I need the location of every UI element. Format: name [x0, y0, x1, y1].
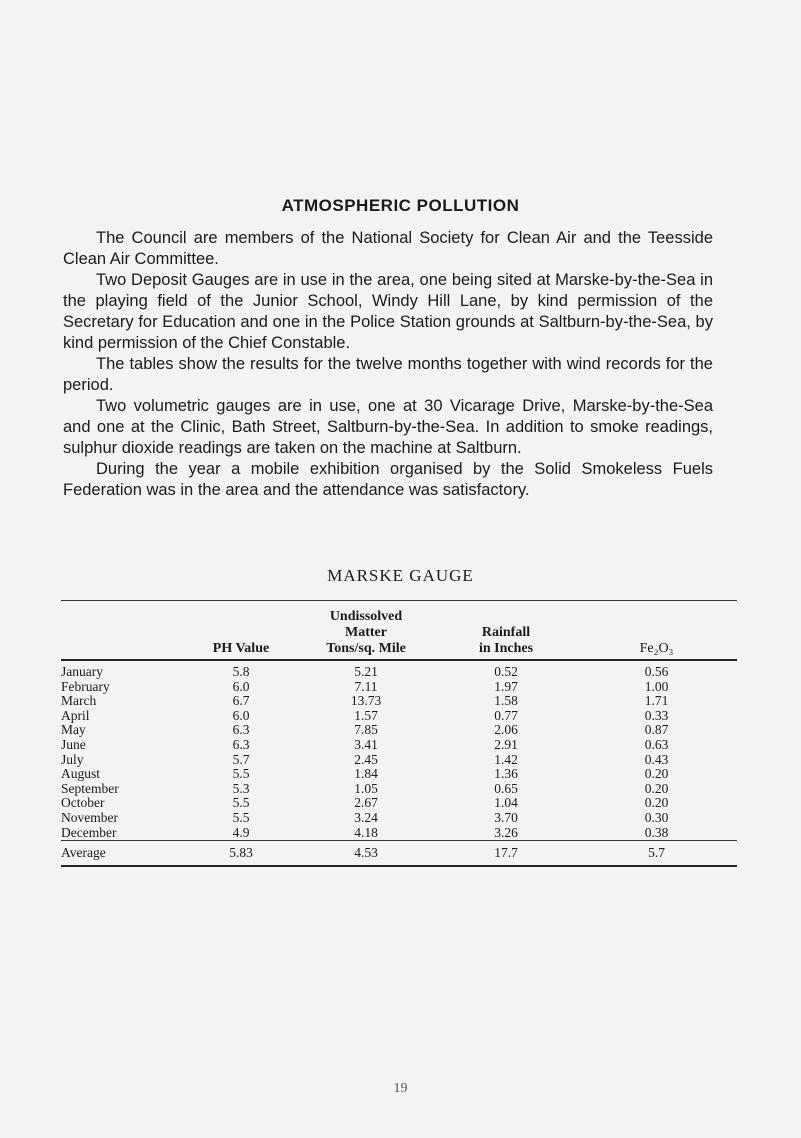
cell-rainfall: 0.65	[494, 780, 518, 796]
cell-rainfall: 0.52	[494, 664, 518, 679]
table-row	[61, 826, 737, 841]
table-row	[61, 694, 737, 709]
cell-month: October	[61, 795, 105, 811]
table-row	[61, 782, 737, 797]
cell-rainfall: 2.06	[494, 722, 518, 738]
cell-ph: 6.0	[232, 678, 250, 694]
page-title: ATMOSPHERIC POLLUTION	[281, 196, 520, 215]
cell-fe2o3: 0.87	[644, 722, 669, 738]
cell-ph: 6.0	[232, 707, 250, 723]
cell-fe2o3: 1.71	[644, 693, 669, 709]
average-undissolved: 4.53	[296, 841, 436, 867]
paragraph: Two volumetric gauges are in use, one at 30 Vicarage Drive, Marske-by-the-Sea and one at the Clinic, Bath Street, Saltburn-by-the-Sea. In addition to smoke readings, sulphur dioxide readings are taken on the machine at Saltburn.	[63, 397, 713, 457]
cell-fe2o3: 0.20	[644, 766, 669, 782]
table-title: MARSKE GAUGE	[327, 566, 474, 585]
cell-ph: 5.8	[232, 664, 250, 679]
cell-ph: 5.5	[232, 766, 250, 782]
table-body	[61, 660, 737, 841]
cell-rainfall: 1.97	[494, 678, 518, 694]
cell-rainfall: 3.70	[494, 809, 518, 825]
cell-month: January	[61, 664, 103, 679]
cell-month: September	[61, 780, 119, 796]
cell-month: July	[61, 751, 84, 767]
cell-rainfall: 2.91	[494, 736, 518, 752]
cell-ph: 6.3	[232, 722, 250, 738]
cell-fe2o3: 0.38	[644, 824, 669, 840]
cell-undissolved: 5.21	[354, 664, 378, 679]
average-label: Average	[61, 841, 186, 867]
marske-gauge-table	[61, 600, 737, 867]
table-row	[61, 753, 737, 768]
paragraph: The Council are members of the National Society for Clean Air and the Teesside Clean Air Committee.	[63, 229, 713, 268]
table-row	[61, 796, 737, 811]
cell-fe2o3: 0.43	[644, 751, 669, 767]
cell-undissolved: 13.73	[350, 693, 382, 709]
cell-undissolved: 3.24	[354, 809, 378, 825]
table-row	[61, 767, 737, 782]
cell-fe2o3: 0.20	[644, 780, 669, 796]
cell-rainfall: 1.36	[494, 766, 518, 782]
cell-rainfall: 1.04	[494, 795, 518, 811]
cell-fe2o3: 0.30	[644, 809, 669, 825]
cell-month: May	[61, 722, 86, 738]
page-number: 19	[393, 1081, 408, 1096]
header-line: Matter	[345, 625, 387, 640]
cell-month: June	[61, 736, 86, 752]
cell-month: August	[61, 766, 101, 782]
header-undissolved-matter	[296, 601, 436, 661]
cell-fe2o3: 0.20	[644, 795, 669, 811]
body-text	[63, 228, 713, 501]
paragraph: Two Deposit Gauges are in use in the area, one being sited at Marske-by-the-Sea in the playing field of the Junior School, Windy Hill Lane, by kind permission of the Secretary for Education and one in the Police Station grounds at Saltburn-by-the-Sea, by kind permission of the Chief Constable.	[63, 271, 713, 352]
cell-ph: 5.5	[232, 809, 250, 825]
table-row	[61, 811, 737, 826]
cell-month: December	[61, 824, 117, 840]
average-rainfall: 17.7	[436, 841, 576, 867]
cell-fe2o3: 0.33	[644, 707, 669, 723]
cell-rainfall: 1.42	[494, 751, 518, 767]
cell-month: March	[61, 693, 97, 709]
cell-ph: 5.7	[232, 751, 250, 767]
cell-undissolved: 7.11	[354, 678, 378, 694]
cell-undissolved: 1.05	[354, 780, 378, 796]
cell-fe2o3: 0.56	[644, 664, 669, 679]
cell-month: April	[61, 707, 90, 723]
header-ph-value: PH Value	[186, 601, 296, 661]
table-row	[61, 723, 737, 738]
cell-undissolved: 2.67	[354, 795, 378, 811]
header-rainfall	[436, 601, 576, 661]
cell-ph: 5.5	[232, 795, 250, 811]
cell-rainfall: 0.77	[494, 707, 518, 723]
header-fe2o3: Fe₂O₃	[576, 601, 737, 661]
average-row	[61, 841, 737, 867]
table-row	[61, 709, 737, 724]
table-row	[61, 660, 737, 680]
cell-rainfall: 1.58	[494, 693, 518, 709]
paragraph: The tables show the results for the twelve months together with wind records for the period.	[63, 355, 713, 394]
cell-undissolved: 7.85	[354, 722, 378, 738]
header-month	[61, 601, 186, 661]
header-line: Tons/sq. Mile	[326, 641, 406, 656]
table-row	[61, 680, 737, 695]
cell-month: November	[61, 809, 118, 825]
cell-ph: 5.3	[232, 780, 250, 796]
cell-ph: 4.9	[232, 824, 250, 840]
cell-undissolved: 1.57	[354, 707, 378, 723]
table-header-row	[61, 601, 737, 661]
cell-undissolved: 1.84	[354, 766, 378, 782]
header-line: Undissolved	[329, 609, 403, 624]
cell-undissolved: 3.41	[354, 736, 378, 752]
average-ph: 5.83	[186, 841, 296, 867]
cell-fe2o3: 0.63	[644, 736, 669, 752]
header-line: Rainfall	[481, 625, 531, 640]
table-row	[61, 738, 737, 753]
paragraph: During the year a mobile exhibition organised by the Solid Smokeless Fuels Federation was in the area and the attendance was satisfactory.	[63, 460, 713, 499]
cell-undissolved: 4.18	[354, 824, 378, 840]
cell-rainfall: 3.26	[494, 824, 518, 840]
cell-month: February	[61, 678, 110, 694]
average-fe2o3: 5.7	[576, 841, 737, 867]
cell-fe2o3: 1.00	[644, 678, 669, 694]
cell-ph: 6.3	[232, 736, 250, 752]
header-line: in Inches	[478, 641, 534, 656]
cell-ph: 6.7	[232, 693, 250, 709]
cell-undissolved: 2.45	[354, 751, 378, 767]
